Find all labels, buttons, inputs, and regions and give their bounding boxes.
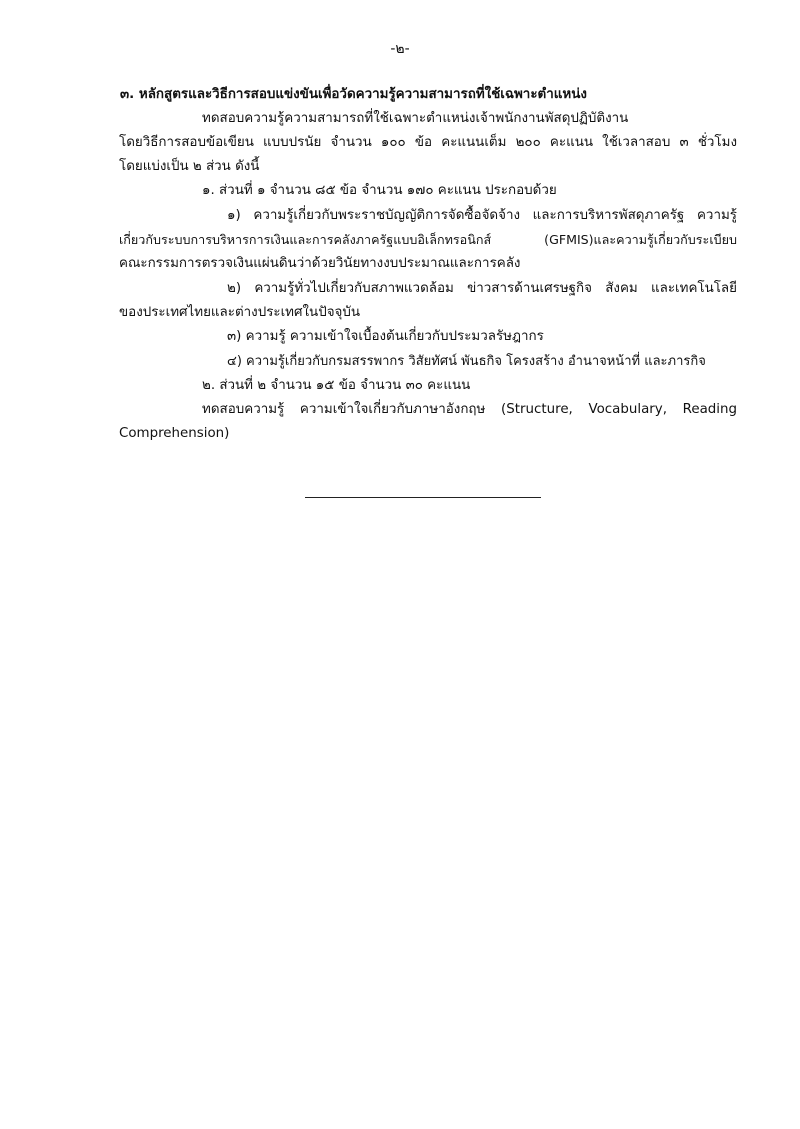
part2-desc-line-1: ทดสอบความรู้ ความเข้าใจเกี่ยวกับภาษาอังกฤษ (Structure, Vocabulary, Reading — [202, 402, 737, 417]
part2-title: ๒. ส่วนที่ ๒ จำนวน ๑๕ ข้อ จำนวน ๓๐ คะแนน — [202, 378, 471, 393]
page-number: -๒- — [390, 41, 410, 57]
part1-item1-line-1: ๑) ความรู้เกี่ยวกับพระราชบัญญัติการจัดซื้อจัดจ้าง และการบริหารพัสดุภาครัฐ ความรู้ — [227, 208, 737, 223]
part2-desc-line-2: Comprehension) — [119, 426, 230, 441]
part1-title: ๑. ส่วนที่ ๑ จำนวน ๘๕ ข้อ จำนวน ๑๗๐ คะแนน ประกอบด้วย — [202, 183, 557, 198]
intro-line-2: โดยวิธีการสอบข้อเขียน แบบปรนัย จำนวน ๑๐๐ ข้อ คะแนนเต็ม ๒๐๐ คะแนน ใช้เวลาสอบ ๓ ชั่วโมง — [119, 135, 737, 150]
part1-item1-line-2: เกี่ยวกับระบบการบริหารการเงินและการคลังภาครัฐแบบอิเล็กทรอนิกส์ (GFMIS)และความรู้เกี่ยวกับระเบียบ — [119, 232, 737, 247]
intro-line-1: ทดสอบความรู้ความสามารถที่ใช้เฉพาะตำแหน่งเจ้าพนักงานพัสดุปฏิบัติงาน — [202, 111, 629, 126]
section-heading: ๓. หลักสูตรและวิธีการสอบแข่งขันเพื่อวัดความรู้ความสามารถที่ใช้เฉพาะตำแหน่ง — [120, 87, 587, 102]
part1-item3: ๓) ความรู้ ความเข้าใจเบื้องต้นเกี่ยวกับประมวลรัษฎากร — [227, 329, 544, 344]
part1-item2-line-1: ๒) ความรู้ทั่วไปเกี่ยวกับสภาพแวดล้อม ข่าวสารด้านเศรษฐกิจ สังคม และเทคโนโลยี — [227, 281, 737, 296]
intro-line-3: โดยแบ่งเป็น ๒ ส่วน ดังนี้ — [119, 159, 260, 174]
part1-item4: ๔) ความรู้เกี่ยวกับกรมสรรพากร วิสัยทัศน์ พันธกิจ โครงสร้าง อำนาจหน้าที่ และภารกิจ — [227, 354, 706, 369]
part1-item2-line-2: ของประเทศไทยและต่างประเทศในปัจจุบัน — [119, 305, 361, 320]
end-divider-line — [305, 497, 541, 498]
part1-item1-line-3: คณะกรรมการตรวจเงินแผ่นดินว่าด้วยวินัยทางงบประมาณและการคลัง — [119, 256, 521, 271]
